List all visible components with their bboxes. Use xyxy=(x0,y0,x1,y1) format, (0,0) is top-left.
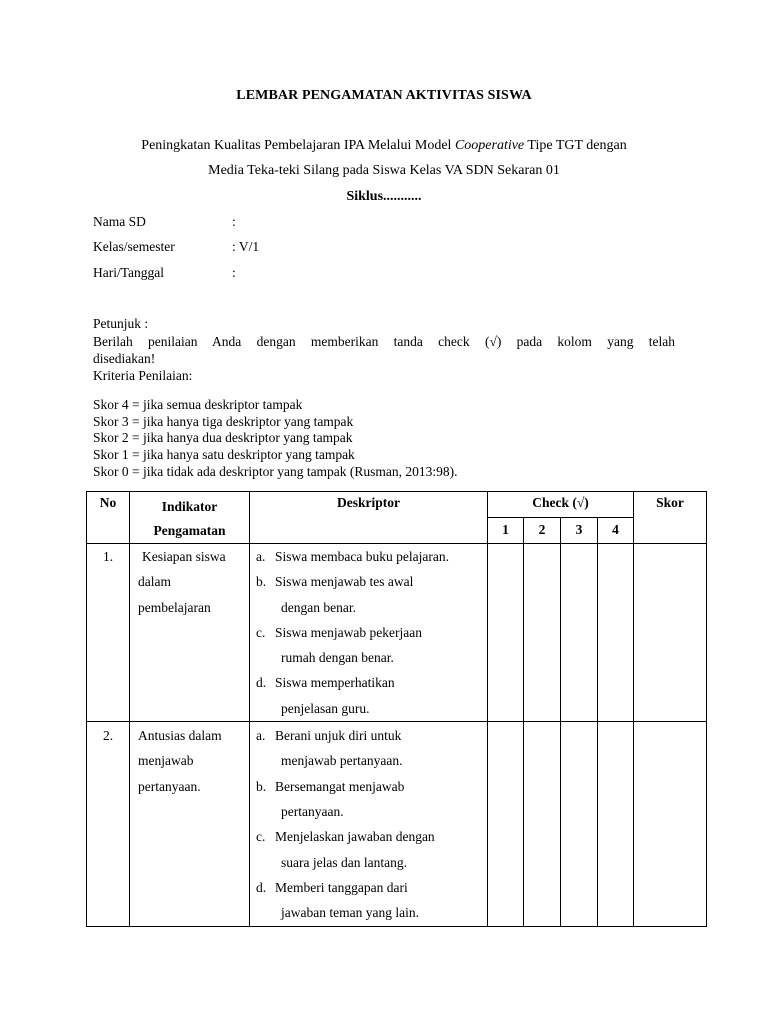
header-check: Check (√) xyxy=(488,492,634,518)
indikator-cell xyxy=(130,544,250,722)
header-deskriptor: Deskriptor xyxy=(250,492,488,544)
score-line-1: Skor 1 = jika hanya satu deskriptor yang tampak xyxy=(93,447,355,462)
check-cell-1[interactable] xyxy=(488,544,524,722)
info-label-nama-sd: Nama SD xyxy=(93,214,146,229)
deskriptor-text: Siswa menjawab pekerjaan xyxy=(275,624,422,640)
check-cell-4[interactable] xyxy=(598,544,634,722)
indikator-line: pembelajaran xyxy=(138,599,211,615)
deskriptor-text: Siswa membaca buku pelajaran. xyxy=(275,549,449,564)
deskriptor-continuation: suara jelas dan lantang. xyxy=(281,854,407,870)
indikator-line: pertanyaan. xyxy=(138,778,201,794)
subtitle-line-1-post: Tipe TGT dengan xyxy=(524,138,627,153)
header-check-2: 2 xyxy=(524,518,561,544)
deskriptor-mark: c. xyxy=(256,624,266,640)
row-number xyxy=(87,544,130,722)
skor-cell[interactable] xyxy=(634,722,707,927)
deskriptor-mark: c. xyxy=(256,829,266,845)
deskriptor-item xyxy=(256,875,487,900)
deskriptor-text: Berani unjuk diri untuk xyxy=(275,728,402,744)
header-check-1: 1 xyxy=(488,518,524,544)
score-line-3: Skor 3 = jika hanya tiga deskriptor yang tampak xyxy=(93,414,354,429)
deskriptor-continuation: pertanyaan. xyxy=(281,803,344,819)
row-number xyxy=(87,722,130,927)
deskriptor-continuation: rumah dengan benar. xyxy=(281,650,394,666)
document-title: LEMBAR PENGAMATAN AKTIVITAS SISWA xyxy=(236,88,532,103)
deskriptor-mark: b. xyxy=(256,778,267,794)
subtitle-line-1-pre: Peningkatan Kualitas Pembelajaran IPA Melalui Model xyxy=(141,138,455,153)
header-indikator-line-2: Pengamatan xyxy=(153,523,226,538)
deskriptor-item xyxy=(256,723,487,748)
check-cell-1[interactable] xyxy=(488,722,524,927)
deskriptor-continuation: jawaban teman yang lain. xyxy=(281,905,419,921)
header-skor: Skor xyxy=(634,492,707,544)
header-indikator-line-1: Indikator xyxy=(161,499,218,514)
deskriptor-item xyxy=(256,824,487,849)
deskriptor-cell xyxy=(250,722,488,927)
table-row xyxy=(87,722,707,927)
check-cell-2[interactable] xyxy=(524,722,561,927)
score-line-4: Skor 4 = jika semua deskriptor tampak xyxy=(93,397,303,412)
deskriptor-text: Bersemangat menjawab xyxy=(275,778,405,794)
deskriptor-mark: b. xyxy=(256,574,267,590)
observation-table xyxy=(86,491,707,927)
indikator-line: Antusias dalam xyxy=(138,728,222,744)
score-line-2: Skor 2 = jika hanya dua deskriptor yang tampak xyxy=(93,430,353,445)
indikator-line: dalam xyxy=(138,574,171,590)
subtitle-line-1-italic: Cooperative xyxy=(454,138,525,153)
skor-cell[interactable] xyxy=(634,544,707,722)
info-value-kelas: : V/1 xyxy=(232,239,260,254)
info-value-hari: : xyxy=(232,265,236,280)
deskriptor-text: Menjelaskan jawaban dengan xyxy=(275,829,435,845)
subtitle-line-1 xyxy=(0,138,768,154)
header-check-3: 3 xyxy=(561,518,598,544)
deskriptor-continuation: penjelasan guru. xyxy=(281,700,370,716)
deskriptor-mark: a. xyxy=(256,549,266,564)
score-line-0: Skor 0 = jika tidak ada deskriptor yang tampak (Rusman, 2013:98). xyxy=(93,464,458,479)
petunjuk-label: Petunjuk : xyxy=(93,316,149,331)
header-no: No xyxy=(87,492,130,544)
indikator-line: Kesiapan siswa xyxy=(142,549,226,564)
deskriptor-continuation: menjawab pertanyaan. xyxy=(281,753,403,769)
deskriptor-text: Siswa memperhatikan xyxy=(275,675,395,691)
deskriptor-continuation: dengan benar. xyxy=(281,599,356,615)
info-label-hari: Hari/Tanggal xyxy=(93,265,165,280)
deskriptor-item xyxy=(256,544,487,569)
deskriptor-list xyxy=(250,544,487,721)
row-number-text: 2. xyxy=(102,728,114,744)
indikator-cell xyxy=(130,722,250,927)
check-cell-3[interactable] xyxy=(561,722,598,927)
deskriptor-list xyxy=(250,722,487,925)
deskriptor-text: Memberi tanggapan dari xyxy=(275,879,408,895)
row-number-text: 1. xyxy=(102,549,114,564)
deskriptor-text: Siswa menjawab tes awal xyxy=(275,574,414,590)
deskriptor-mark: a. xyxy=(256,728,266,744)
header-indikator xyxy=(130,492,250,544)
table-row xyxy=(87,544,707,722)
deskriptor-mark: d. xyxy=(256,879,267,895)
info-label-kelas: Kelas/semester xyxy=(93,239,175,254)
indikator-line: menjawab xyxy=(138,753,194,769)
deskriptor-item xyxy=(256,620,487,645)
check-cell-3[interactable] xyxy=(561,544,598,722)
kriteria-label: Kriteria Penilaian: xyxy=(93,368,193,383)
check-cell-2[interactable] xyxy=(524,544,561,722)
subtitle-line-2: Media Teka-teki Silang pada Siswa Kelas VA SDN Sekaran 01 xyxy=(208,163,560,178)
siklus-label: Siklus........... xyxy=(346,189,422,204)
header-check-4: 4 xyxy=(598,518,634,544)
deskriptor-mark: d. xyxy=(256,675,267,691)
deskriptor-cell xyxy=(250,544,488,722)
deskriptor-item xyxy=(256,569,487,594)
check-cell-4[interactable] xyxy=(598,722,634,927)
info-value-nama-sd: : xyxy=(232,214,236,229)
deskriptor-item xyxy=(256,670,487,695)
petunjuk-line-1: Berilah penilaian Anda dengan memberikan tanda check (√) pada kolom yang telah xyxy=(93,334,675,349)
deskriptor-item xyxy=(256,774,487,799)
petunjuk-line-2: disediakan! xyxy=(93,351,156,366)
